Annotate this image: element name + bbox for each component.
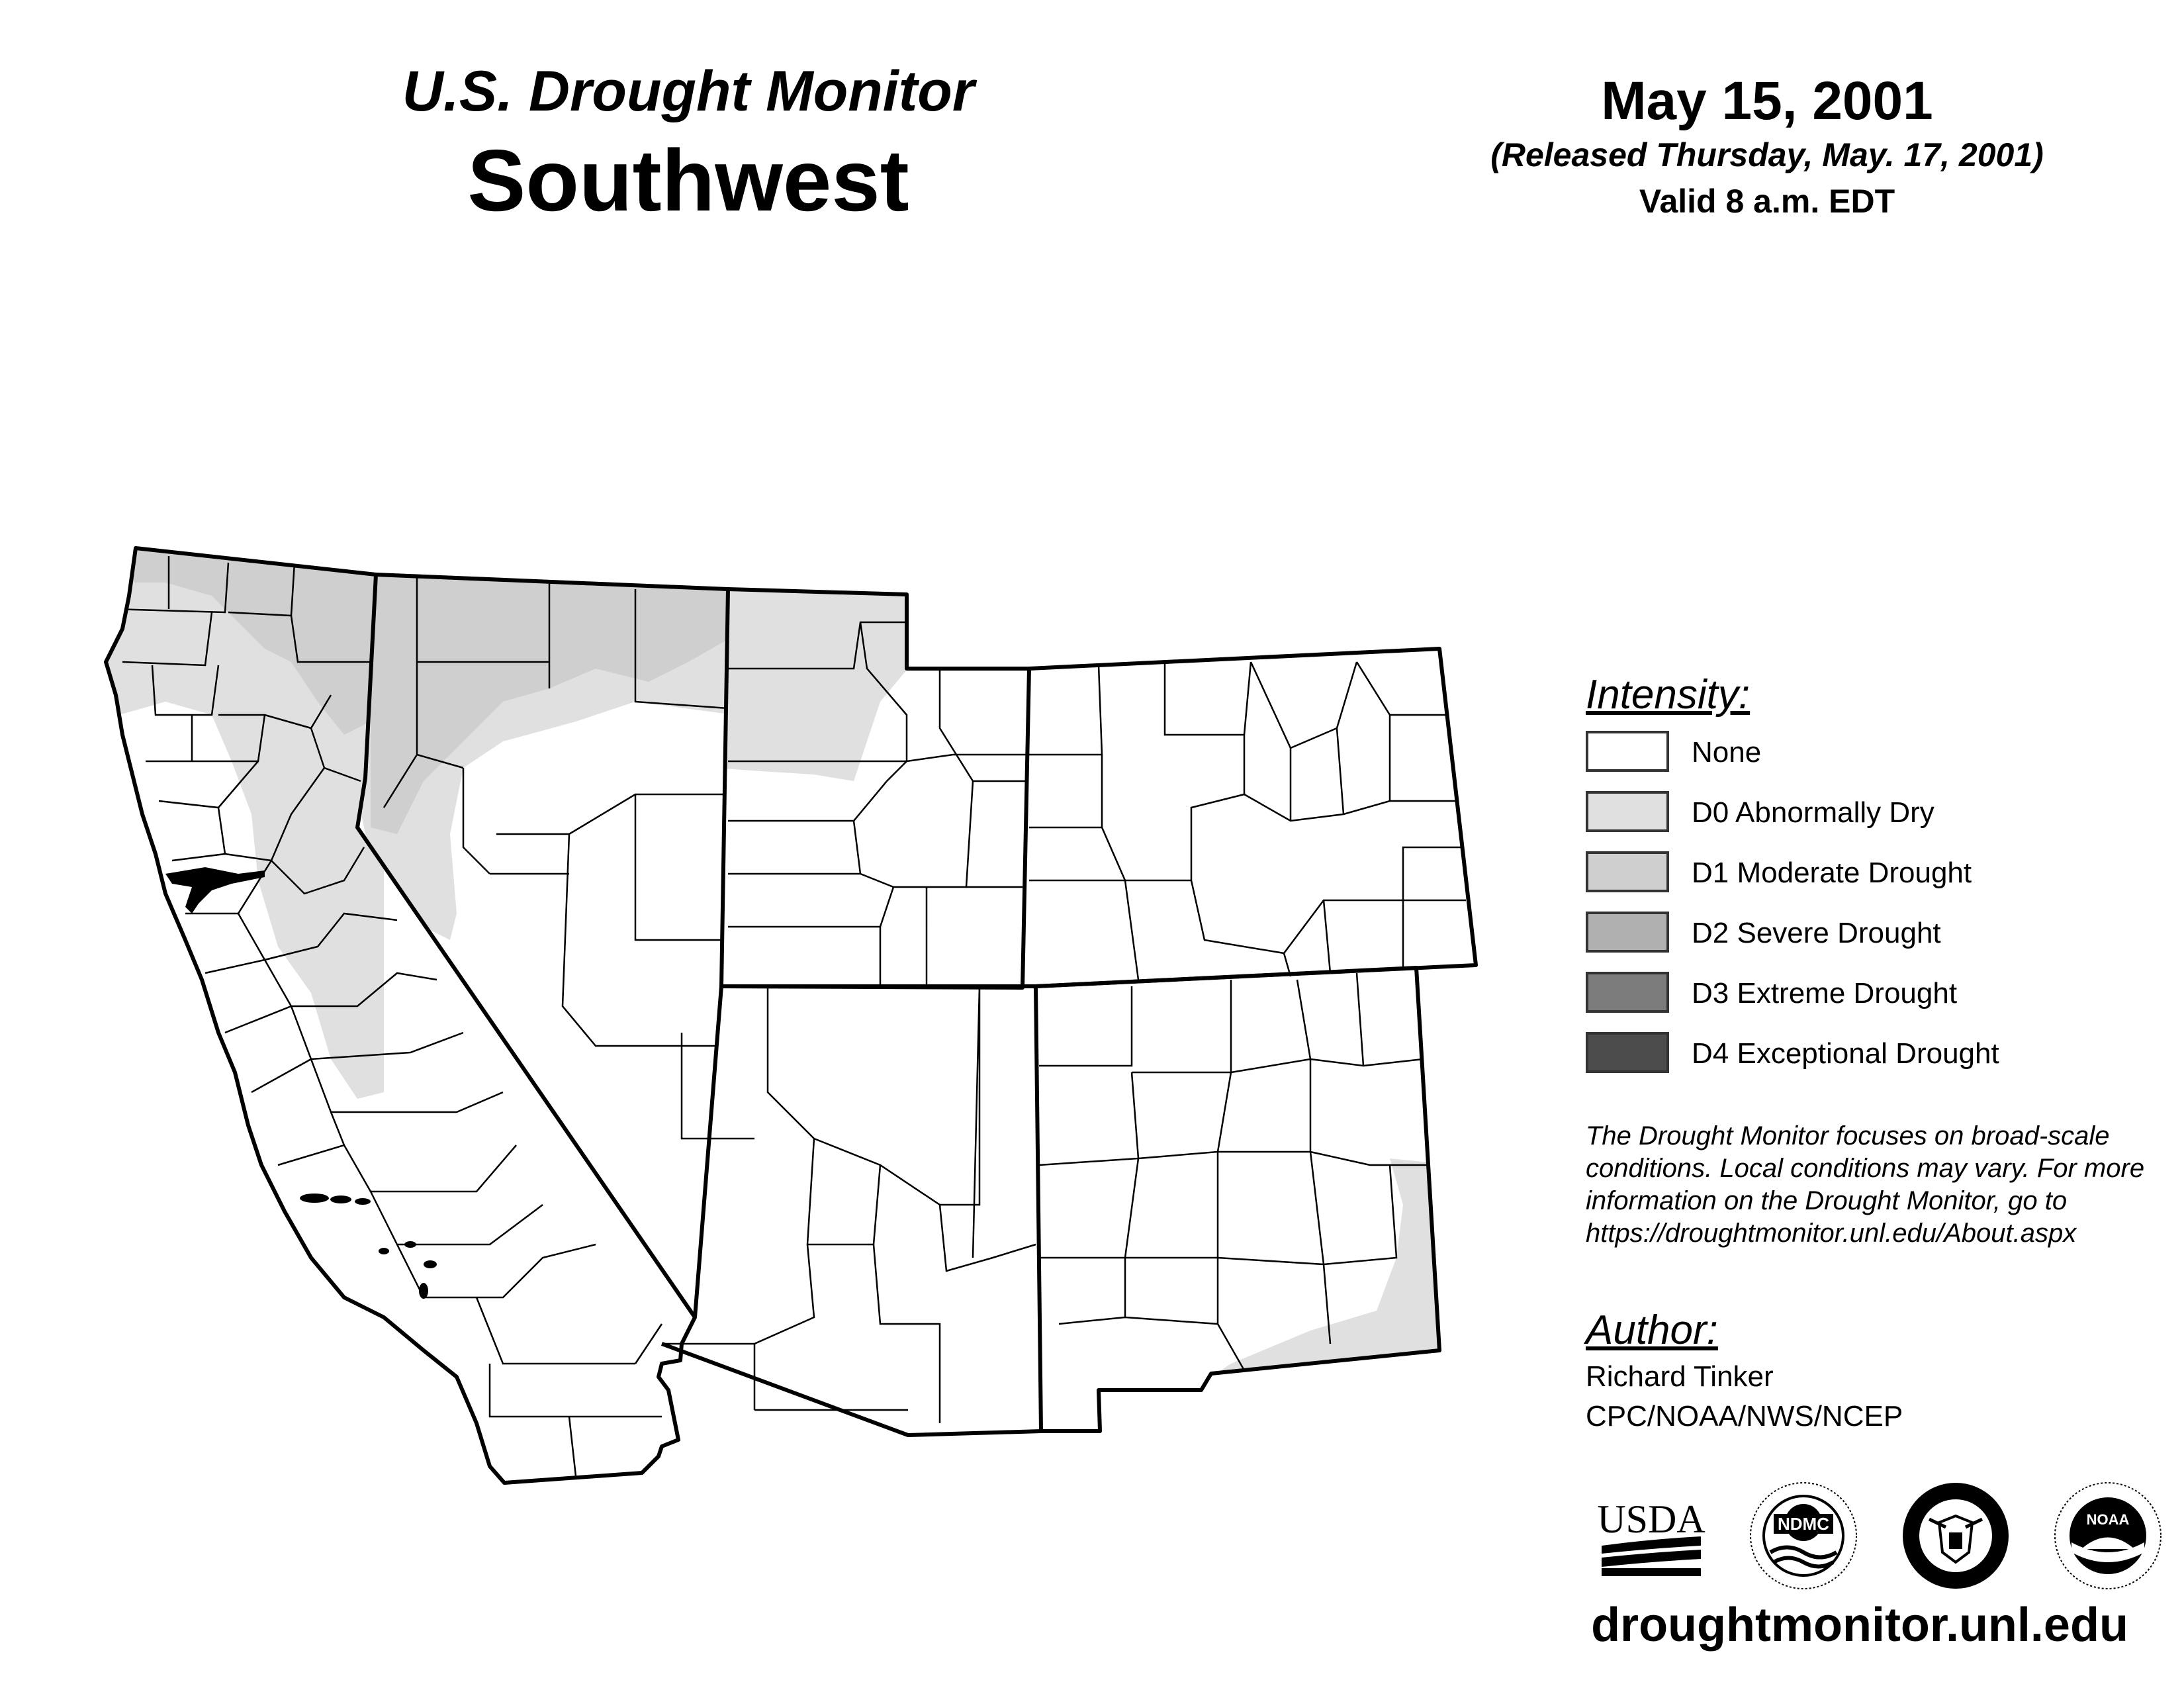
legend-label: None [1692,736,1762,769]
legend-swatch-d3 [1586,972,1669,1013]
legend-label: D1 Moderate Drought [1692,857,1972,889]
legend-label: D2 Severe Drought [1692,917,1941,949]
author-name: Richard Tinker [1586,1360,1774,1393]
map-title: U.S. Drought Monitor [402,60,975,123]
disclaimer-note [1586,1120,2168,1250]
legend-item-d1 [1586,842,2155,902]
note-line: information on the Drought Monitor, go to [1586,1186,2068,1215]
legend-label: D3 Extreme Drought [1692,977,1958,1009]
author-title: Author: [1586,1307,1718,1353]
legend-item-d4 [1586,1023,2155,1083]
legend-swatch-d1 [1586,851,1669,892]
noaa-logo-text: NOAA [2086,1511,2130,1528]
region-title: Southwest [467,132,909,229]
ndmc-logo [1747,1479,1860,1592]
usda-logo-text: USDA [1597,1497,1706,1541]
author-org: CPC/NOAA/NWS/NCEP [1586,1400,1903,1432]
legend-item-d2 [1586,902,2155,962]
release-date: (Released Thursday, May. 17, 2001) [1490,136,2044,173]
valid-time: Valid 8 a.m. EDT [1639,183,1895,220]
usda-logo [1595,1493,1707,1579]
note-line: The Drought Monitor focuses on broad-scale [1586,1121,2110,1150]
map-date: May 15, 2001 [1601,71,1933,131]
date-block [1456,70,2078,226]
commerce-logo [1899,1479,2012,1592]
ndmc-logo-text: NDMC [1778,1514,1829,1534]
legend-swatch-d2 [1586,912,1669,953]
author-block [1586,1304,2155,1436]
legend-swatch-none [1586,731,1669,772]
note-link[interactable]: https://droughtmonitor.unl.edu/About.aspx [1586,1219,2077,1248]
noaa-logo [2052,1479,2164,1592]
agency-logos [1588,1479,2171,1599]
legend-item-none [1586,722,2155,782]
note-line: conditions. Local conditions may vary. For more [1586,1154,2145,1183]
legend-item-d0 [1586,782,2155,842]
legend-title: Intensity: [1586,672,1751,718]
legend [1586,669,2155,1083]
legend-swatch-d4 [1586,1032,1669,1073]
legend-label: D0 Abnormally Dry [1692,796,1934,829]
legend-item-d3 [1586,962,2155,1023]
legend-label: D4 Exceptional Drought [1692,1037,1999,1070]
legend-swatch-d0 [1586,791,1669,832]
footer-url[interactable]: droughtmonitor.unl.edu [1591,1599,2128,1652]
